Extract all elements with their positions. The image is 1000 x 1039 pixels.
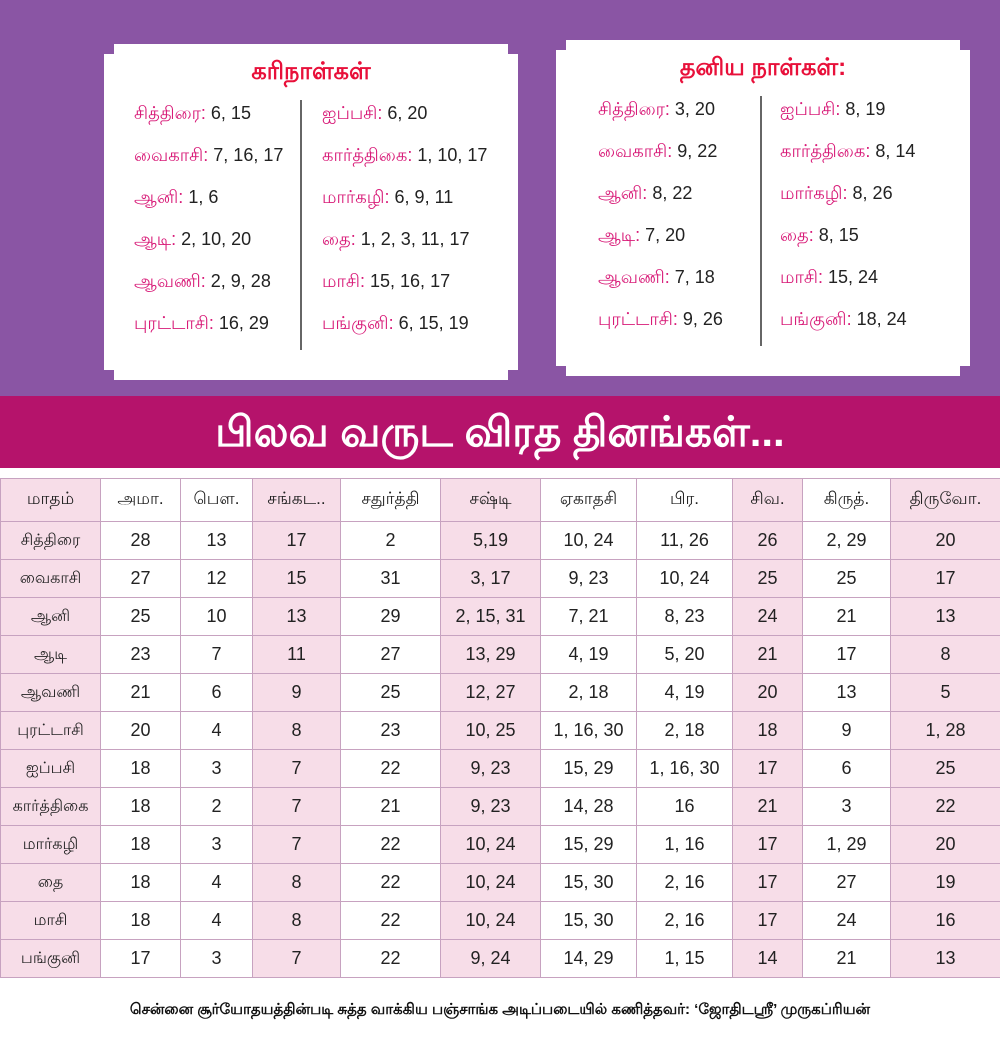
table-cell: 2, 18 — [637, 712, 733, 750]
month-entry — [322, 176, 487, 218]
table-cell: 23 — [101, 636, 181, 674]
month-name: சித்திரை: — [598, 99, 670, 119]
table-cell: 15 — [253, 560, 341, 598]
column-header: ஏகாதசி — [541, 479, 637, 522]
table-cell: 27 — [101, 560, 181, 598]
month-dates: 6, 15, 19 — [398, 313, 469, 333]
month-entry — [322, 302, 487, 344]
month-dates: 1, 2, 3, 11, 17 — [360, 229, 470, 249]
month-name: மார்கழி: — [780, 183, 848, 203]
table-cell: 4 — [181, 902, 253, 940]
table-cell: 20 — [891, 826, 1000, 864]
table-cell: 1, 16 — [637, 826, 733, 864]
column-header: பிர. — [637, 479, 733, 522]
table-cell: 3 — [803, 788, 891, 826]
table-cell: 14, 28 — [541, 788, 637, 826]
table-cell: 15, 29 — [541, 826, 637, 864]
month-dates: 1, 10, 17 — [417, 145, 488, 165]
table-cell: 21 — [803, 940, 891, 978]
month-entry — [134, 260, 283, 302]
table-cell: 7 — [253, 940, 341, 978]
month-entry — [598, 214, 723, 256]
table-cell: 10, 24 — [441, 826, 541, 864]
month-entry — [134, 92, 283, 134]
table-cell: 17 — [101, 940, 181, 978]
month-dates: 15, 16, 17 — [370, 271, 451, 291]
month-dates: 6, 9, 11 — [394, 187, 454, 207]
table-row — [1, 598, 1000, 636]
table-cell: 1, 16, 30 — [637, 750, 733, 788]
table-cell: 1, 29 — [803, 826, 891, 864]
month-dates: 1, 6 — [188, 187, 219, 207]
table-cell: 8 — [891, 636, 1000, 674]
month-dates: 7, 16, 17 — [213, 145, 284, 165]
row-month: ஆனி — [1, 598, 101, 636]
table-cell: 8, 23 — [637, 598, 733, 636]
table-cell: 25 — [803, 560, 891, 598]
table-row — [1, 674, 1000, 712]
month-entry — [780, 298, 915, 340]
month-entry — [780, 172, 915, 214]
row-month: புரட்டாசி — [1, 712, 101, 750]
table-cell: 9 — [803, 712, 891, 750]
table-cell: 14 — [733, 940, 803, 978]
month-name: ஆடி: — [598, 225, 641, 245]
month-name: சித்திரை: — [134, 103, 206, 123]
table-cell: 20 — [733, 674, 803, 712]
month-entry — [322, 92, 487, 134]
table-cell: 13 — [803, 674, 891, 712]
table-cell: 13 — [891, 940, 1000, 978]
table-cell: 18 — [101, 902, 181, 940]
table-cell: 3, 17 — [441, 560, 541, 598]
kari-right-column — [322, 92, 487, 344]
table-cell: 17 — [733, 902, 803, 940]
table-cell: 8 — [253, 712, 341, 750]
table-cell: 22 — [341, 940, 441, 978]
table-cell: 10, 24 — [441, 864, 541, 902]
table-cell: 2, 15, 31 — [441, 598, 541, 636]
kari-title: கரிநாள்கள் — [251, 58, 371, 85]
table-cell: 21 — [733, 636, 803, 674]
table-cell: 10, 24 — [441, 902, 541, 940]
row-month: மார்கழி — [1, 826, 101, 864]
table-cell: 8 — [253, 902, 341, 940]
month-dates: 9, 22 — [677, 141, 718, 161]
month-dates: 7, 20 — [645, 225, 686, 245]
row-month: கார்த்திகை — [1, 788, 101, 826]
table-cell: 27 — [803, 864, 891, 902]
table-cell: 2 — [341, 522, 441, 560]
month-entry — [598, 298, 723, 340]
table-cell: 10 — [181, 598, 253, 636]
table-cell: 17 — [733, 826, 803, 864]
month-name: புரட்டாசி: — [598, 309, 678, 329]
table-cell: 1, 28 — [891, 712, 1000, 750]
month-dates: 8, 22 — [652, 183, 693, 203]
table-cell: 15, 29 — [541, 750, 637, 788]
month-name: வைகாசி: — [134, 145, 209, 165]
table-cell: 26 — [733, 522, 803, 560]
column-header: கிருத். — [803, 479, 891, 522]
month-entry — [780, 130, 915, 172]
month-name: கார்த்திகை: — [322, 145, 413, 165]
month-dates: 15, 24 — [828, 267, 879, 287]
table-cell: 23 — [341, 712, 441, 750]
table-cell: 5 — [891, 674, 1000, 712]
table-cell: 4 — [181, 864, 253, 902]
table-row — [1, 788, 1000, 826]
table-cell: 14, 29 — [541, 940, 637, 978]
table-row — [1, 522, 1000, 560]
month-name: ஐப்பசி: — [322, 103, 383, 123]
table-cell: 21 — [341, 788, 441, 826]
month-dates: 8, 19 — [845, 99, 886, 119]
table-row — [1, 826, 1000, 864]
month-name: கார்த்திகை: — [780, 141, 871, 161]
table-cell: 18 — [101, 864, 181, 902]
table-cell: 9, 23 — [441, 750, 541, 788]
row-month: ஐப்பசி — [1, 750, 101, 788]
table-cell: 16 — [637, 788, 733, 826]
month-entry — [780, 256, 915, 298]
table-cell: 2, 16 — [637, 864, 733, 902]
month-dates: 8, 14 — [875, 141, 916, 161]
month-name: தை: — [322, 229, 356, 249]
month-entry — [780, 88, 915, 130]
table-cell: 4, 19 — [637, 674, 733, 712]
table-cell: 9 — [253, 674, 341, 712]
table-header-row — [1, 479, 1000, 522]
table-cell: 6 — [181, 674, 253, 712]
table-cell: 24 — [733, 598, 803, 636]
month-dates: 6, 15 — [210, 103, 251, 123]
month-entry — [598, 256, 723, 298]
row-month: ஆவணி — [1, 674, 101, 712]
table-cell: 22 — [341, 750, 441, 788]
table-cell: 7 — [253, 826, 341, 864]
column-header: சங்கட.. — [253, 479, 341, 522]
month-entry — [780, 214, 915, 256]
table-cell: 7, 21 — [541, 598, 637, 636]
row-month: பங்குனி — [1, 940, 101, 978]
table-cell: 17 — [253, 522, 341, 560]
table-row — [1, 712, 1000, 750]
month-name: மார்கழி: — [322, 187, 390, 207]
month-dates: 16, 29 — [218, 313, 269, 333]
table-cell: 21 — [733, 788, 803, 826]
month-entry — [322, 218, 487, 260]
table-cell: 5, 20 — [637, 636, 733, 674]
table-cell: 19 — [891, 864, 1000, 902]
table-body — [1, 522, 1000, 978]
table-row — [1, 560, 1000, 598]
table-cell: 15, 30 — [541, 902, 637, 940]
month-entry — [598, 172, 723, 214]
table-cell: 10, 25 — [441, 712, 541, 750]
table-cell: 13 — [181, 522, 253, 560]
table-cell: 25 — [891, 750, 1000, 788]
month-entry — [134, 302, 283, 344]
thaniya-card — [556, 40, 970, 376]
table-cell: 3 — [181, 940, 253, 978]
table-cell: 18 — [101, 826, 181, 864]
table-cell: 25 — [733, 560, 803, 598]
table-row — [1, 636, 1000, 674]
table-cell: 24 — [803, 902, 891, 940]
month-name: மாசி: — [780, 267, 823, 287]
table-cell: 18 — [101, 788, 181, 826]
table-cell: 9, 24 — [441, 940, 541, 978]
month-name: ஐப்பசி: — [780, 99, 841, 119]
table-cell: 27 — [341, 636, 441, 674]
table-cell: 4, 19 — [541, 636, 637, 674]
table-cell: 17 — [733, 750, 803, 788]
table-cell: 2, 16 — [637, 902, 733, 940]
table-cell: 17 — [891, 560, 1000, 598]
table-cell: 31 — [341, 560, 441, 598]
kari-divider — [300, 100, 302, 350]
kari-left-column — [134, 92, 283, 344]
table-cell: 11 — [253, 636, 341, 674]
table-cell: 10, 24 — [541, 522, 637, 560]
table-cell: 28 — [101, 522, 181, 560]
table-cell: 2, 29 — [803, 522, 891, 560]
table-cell: 25 — [341, 674, 441, 712]
table-cell: 29 — [341, 598, 441, 636]
row-month: ஆடி — [1, 636, 101, 674]
row-month: மாசி — [1, 902, 101, 940]
month-dates: 9, 26 — [682, 309, 723, 329]
table-row — [1, 902, 1000, 940]
table-cell: 8 — [253, 864, 341, 902]
table-cell: 17 — [733, 864, 803, 902]
table-cell: 22 — [341, 826, 441, 864]
table-cell: 7 — [253, 788, 341, 826]
month-dates: 7, 18 — [674, 267, 715, 287]
table-cell: 22 — [891, 788, 1000, 826]
month-dates: 8, 15 — [818, 225, 859, 245]
month-dates: 6, 20 — [387, 103, 428, 123]
month-dates: 8, 26 — [852, 183, 893, 203]
month-name: ஆவணி: — [598, 267, 670, 287]
thaniya-title: தனிய நாள்கள்: — [679, 54, 847, 81]
month-name: ஆனி: — [134, 187, 184, 207]
table-cell: 13 — [253, 598, 341, 636]
month-name: ஆடி: — [134, 229, 177, 249]
table-cell: 7 — [253, 750, 341, 788]
column-header: சஷ்டி — [441, 479, 541, 522]
month-dates: 3, 20 — [674, 99, 715, 119]
column-header: திருவோ. — [891, 479, 1000, 522]
table-cell: 11, 26 — [637, 522, 733, 560]
row-month: சித்திரை — [1, 522, 101, 560]
month-entry — [134, 134, 283, 176]
table-cell: 13, 29 — [441, 636, 541, 674]
banner-title: பிலவ வருட விரத தினங்கள்... — [0, 396, 1000, 468]
table-row — [1, 750, 1000, 788]
table-cell: 15, 30 — [541, 864, 637, 902]
row-month: வைகாசி — [1, 560, 101, 598]
table-row — [1, 864, 1000, 902]
top-background — [0, 0, 1000, 396]
table-row — [1, 940, 1000, 978]
thaniya-right-column — [780, 88, 915, 340]
month-name: வைகாசி: — [598, 141, 673, 161]
month-name: ஆவணி: — [134, 271, 206, 291]
month-name: ஆனி: — [598, 183, 648, 203]
table-cell: 9, 23 — [441, 788, 541, 826]
table-cell: 25 — [101, 598, 181, 636]
row-month: தை — [1, 864, 101, 902]
column-header: பௌ. — [181, 479, 253, 522]
thaniya-divider — [760, 96, 762, 346]
month-dates: 2, 10, 20 — [181, 229, 252, 249]
table-cell: 1, 16, 30 — [541, 712, 637, 750]
table-cell: 20 — [891, 522, 1000, 560]
table-cell: 21 — [803, 598, 891, 636]
month-name: புரட்டாசி: — [134, 313, 214, 333]
month-entry — [322, 260, 487, 302]
month-dates: 2, 9, 28 — [210, 271, 271, 291]
table-cell: 2, 18 — [541, 674, 637, 712]
table-cell: 5,19 — [441, 522, 541, 560]
month-dates: 18, 24 — [856, 309, 907, 329]
table-cell: 22 — [341, 864, 441, 902]
month-entry — [134, 218, 283, 260]
kari-card — [104, 44, 518, 380]
footer-credit: சென்னை சூர்யோதயத்தின்படி சுத்த வாக்கிய பஞ்சாங்க அடிப்படையில் கணித்தவர்: ‘ஜோதிடஸ்ரீ’ முருகப்ரியன் — [129, 1001, 871, 1018]
table-cell: 22 — [341, 902, 441, 940]
table-cell: 10, 24 — [637, 560, 733, 598]
table-cell: 17 — [803, 636, 891, 674]
table-cell: 4 — [181, 712, 253, 750]
table-cell: 12 — [181, 560, 253, 598]
table-cell: 13 — [891, 598, 1000, 636]
month-entry — [598, 88, 723, 130]
table-cell: 12, 27 — [441, 674, 541, 712]
table-cell: 18 — [733, 712, 803, 750]
table-cell: 9, 23 — [541, 560, 637, 598]
month-name: பங்குனி: — [780, 309, 852, 329]
table-cell: 6 — [803, 750, 891, 788]
banner-separator — [0, 468, 1000, 472]
table-cell: 2 — [181, 788, 253, 826]
table-cell: 3 — [181, 826, 253, 864]
month-entry — [322, 134, 487, 176]
table-cell: 7 — [181, 636, 253, 674]
vratha-table — [0, 478, 1000, 978]
month-name: மாசி: — [322, 271, 365, 291]
table-cell: 3 — [181, 750, 253, 788]
month-entry — [134, 176, 283, 218]
table-cell: 1, 15 — [637, 940, 733, 978]
table-cell: 20 — [101, 712, 181, 750]
month-name: தை: — [780, 225, 814, 245]
column-header: சிவ. — [733, 479, 803, 522]
column-header: அமா. — [101, 479, 181, 522]
table-cell: 18 — [101, 750, 181, 788]
table-cell: 21 — [101, 674, 181, 712]
column-header: மாதம் — [1, 479, 101, 522]
column-header: சதுர்த்தி — [341, 479, 441, 522]
thaniya-left-column — [598, 88, 723, 340]
month-name: பங்குனி: — [322, 313, 394, 333]
month-entry — [598, 130, 723, 172]
table-cell: 16 — [891, 902, 1000, 940]
